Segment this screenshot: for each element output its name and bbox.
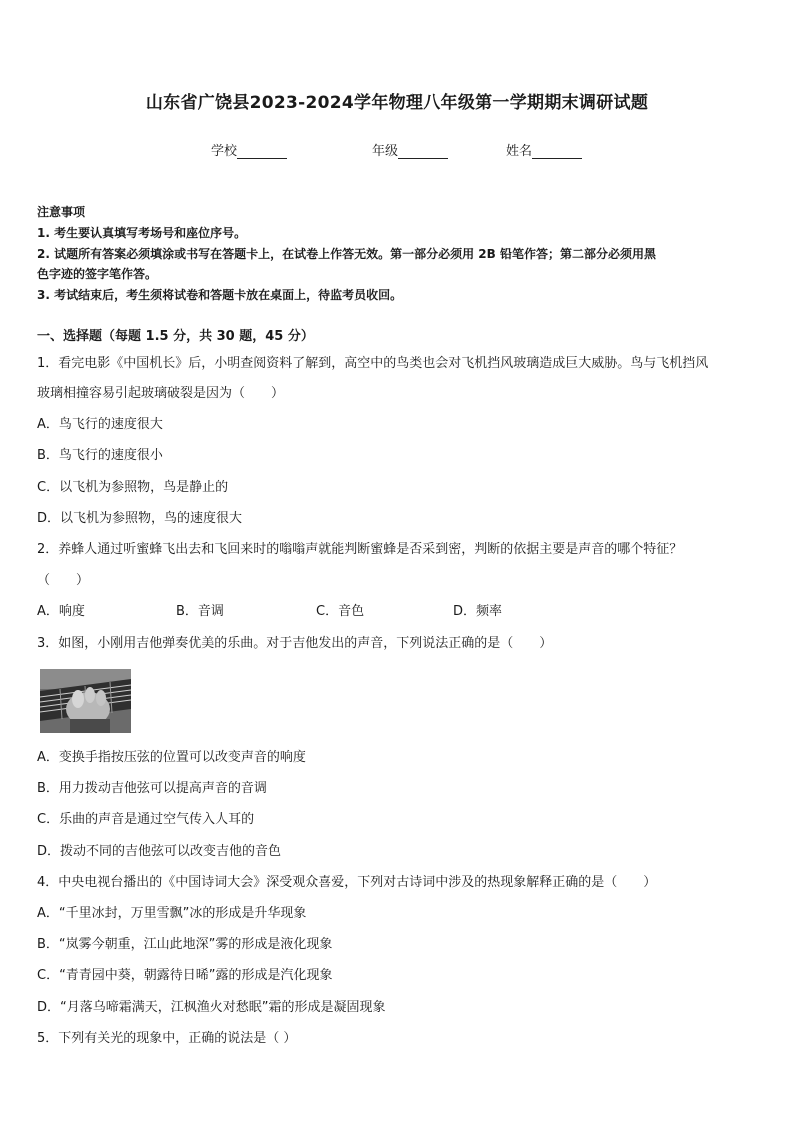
question-3-option-d: D．拨动不同的吉他弦可以改变吉他的音色 [37, 844, 282, 859]
question-2-option-a: A．响度 [37, 604, 85, 619]
page-title: 山东省广饶县2023-2024学年物理八年级第一学期期末调研试题 [145, 93, 649, 113]
question-3-stem: 3．如图，小刚用吉他弹奏优美的乐曲。对于吉他发出的声音，下列说法正确的是（ ） [37, 636, 553, 651]
school-label: 学校 [211, 144, 238, 159]
question-2-option-d: D．频率 [453, 604, 503, 619]
note-item: 3. 考试结束后，考生须将试卷和答题卡放在桌面上，待监考员收回。 [37, 288, 403, 302]
question-4-option-a: A．“千里冰封，万里雪飘”冰的形成是升华现象 [37, 906, 307, 921]
question-2-option-c: C．音色 [316, 604, 365, 619]
question-1-option-b: B．鸟飞行的速度很小 [37, 448, 163, 463]
guitar-photo [40, 669, 131, 733]
note-item: 1. 考生要认真填写考场号和座位序号。 [37, 226, 247, 240]
note-item: 2. 试题所有答案必须填涂或书写在答题卡上，在试卷上作答无效。第一部分必须用 2B 铅笔作答；第二部分必须用黑 [37, 247, 656, 261]
question-3-option-c: C．乐曲的声音是通过空气传入人耳的 [37, 812, 255, 827]
question-4-option-d: D．“月落乌啼霜满天，江枫渔火对愁眠”霜的形成是凝固现象 [37, 1000, 386, 1015]
section-heading: 一、选择题（每题 1.5 分，共 30 题，45 分） [37, 329, 314, 344]
question-3-option-a: A．变换手指按压弦的位置可以改变声音的响度 [37, 750, 306, 765]
question-4-stem: 4．中央电视台播出的《中国诗词大会》深受观众喜爱，下列对古诗词中涉及的热现象解释正确的是（ ） [37, 875, 657, 890]
question-1-stem-cont: 玻璃相撞容易引起玻璃破裂是因为（ ） [37, 386, 285, 401]
grade-blank [398, 144, 448, 159]
name-blank [532, 144, 582, 159]
question-1-stem: 1．看完电影《中国机长》后，小明查阅资料了解到，高空中的鸟类也会对飞机挡风玻璃造成巨大威胁。鸟与飞机挡风 [37, 356, 709, 371]
question-2-stem-cont: （ ） [37, 573, 90, 588]
question-2-stem: 2．养蜂人通过听蜜蜂飞出去和飞回来时的嗡嗡声就能判断蜜蜂是否采到密，判断的依据主要是声音的哪个特征？ [37, 542, 683, 557]
note-item: 色字迹的签字笔作答。 [37, 267, 158, 281]
name-label: 姓名 [506, 144, 533, 159]
question-4-option-c: C．“青青园中葵，朝露待日晞”露的形成是汽化现象 [37, 968, 333, 983]
question-5-stem: 5．下列有关光的现象中，正确的说法是（ ） [37, 1031, 297, 1046]
school-field [211, 140, 287, 159]
grade-label: 年级 [372, 144, 399, 159]
question-3-option-b: B．用力拨动吉他弦可以提高声音的音调 [37, 781, 267, 796]
question-1-option-a: A．鸟飞行的速度很大 [37, 417, 163, 432]
question-4-option-b: B．“岚雾今朝重，江山此地深”雾的形成是液化现象 [37, 937, 333, 952]
question-1-option-c: C．以飞机为参照物，鸟是静止的 [37, 480, 229, 495]
question-1-option-d: D．以飞机为参照物，鸟的速度很大 [37, 511, 243, 526]
grade-field [372, 140, 448, 159]
notes-heading: 注意事项 [37, 205, 86, 219]
school-blank [237, 144, 287, 159]
name-field [506, 140, 582, 159]
question-2-option-b: B．音调 [176, 604, 224, 619]
